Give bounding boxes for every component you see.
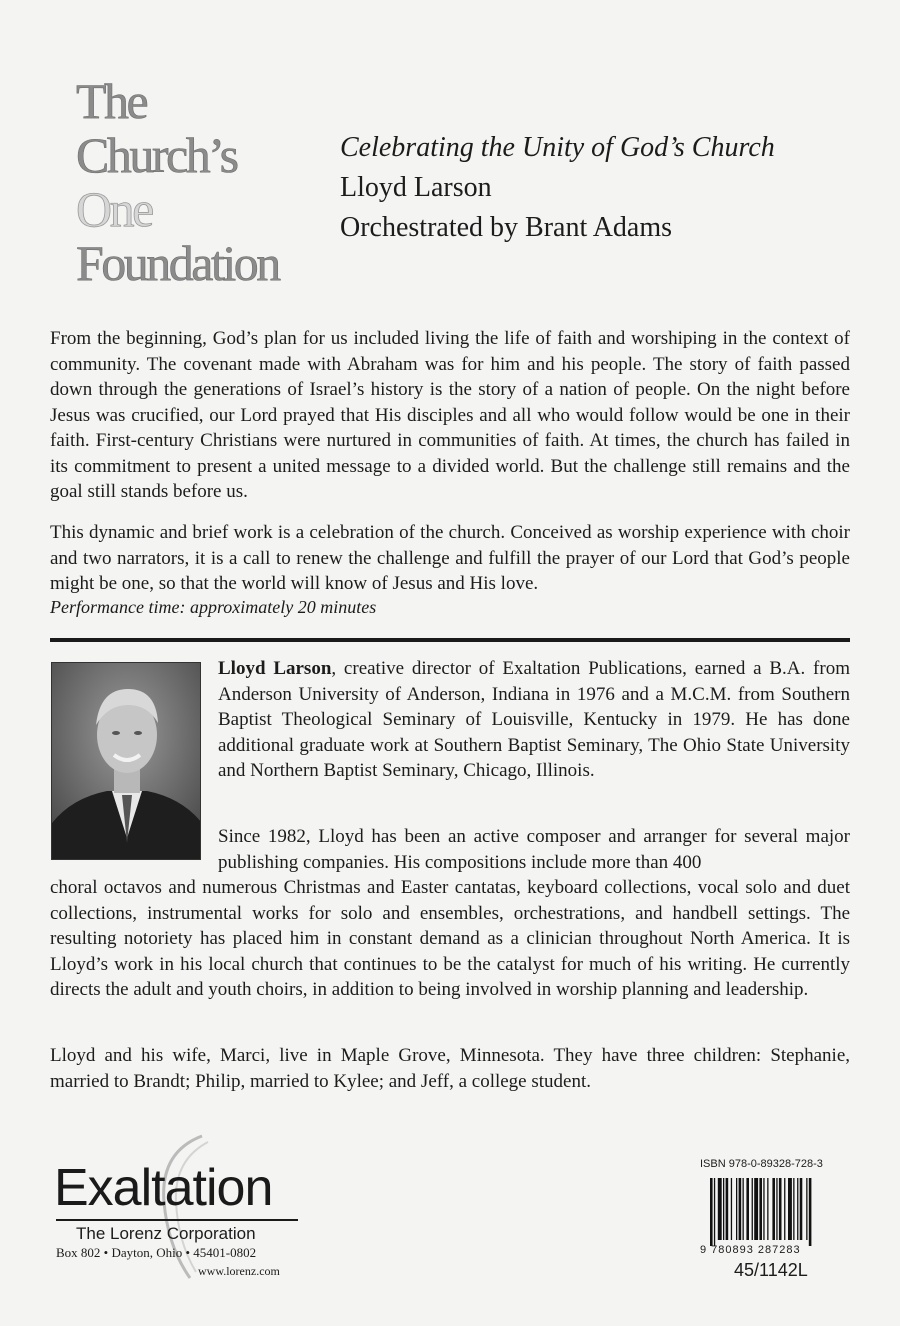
publisher-address: Box 802 • Dayton, Ohio • 45401-0802 (56, 1245, 257, 1260)
barcode-bar (779, 1178, 782, 1240)
bio-intro: , creative director of Exaltation Publications, earned a B.A. from Anderson University of Anderson, Indiana in 1976 and a M.C.M. from Southern Baptist Theological Seminary of Louisville, Kentucky in 1979. He has done additional graduate work at Southern Baptist Seminary, The Ohio State University and Northern Baptist Seminary, Chicago, Illinois. (218, 658, 850, 781)
barcode-bar (714, 1178, 715, 1246)
barcode-bar (739, 1178, 742, 1240)
section-divider (50, 638, 850, 642)
barcode-bar (718, 1178, 722, 1240)
barcode-bar (797, 1178, 798, 1240)
bio-paragraph-1 (218, 656, 850, 784)
barcode-bar (784, 1178, 785, 1240)
brand-underline (56, 1219, 298, 1221)
barcode-bar (776, 1178, 777, 1240)
barcode-bar (772, 1178, 775, 1240)
description-paragraph-2: This dynamic and brief work is a celebration of the church. Conceived as worship experience with choir and two narrators, it is a call to renew the challenge and fulfill the prayer of our Lord that God’s people might be one, so that the world will know of Jesus and His love. (50, 522, 850, 594)
isbn: ISBN 978-0-89328-728-3 (700, 1158, 823, 1170)
bio-paragraph-2b: choral octavos and numerous Christmas and Easter cantatas, keyboard collections, vocal solo and duet collections, instrumental works for solo and ensembles, orchestrations, and handbell settings. The resulting notoriety has placed him in constant demand as a clinician throughout North America. It is Lloyd’s work in his local church that continues to be the catalyst for much of his writing. He currently directs the adult and youth choirs, in addition to being involved in worship planning and leadership. (50, 877, 850, 1000)
title-line-3: One (76, 181, 152, 237)
publisher-logo (50, 1140, 310, 1290)
barcode-bar (788, 1178, 792, 1240)
orchestration-credit: Orchestrated by Brant Adams (340, 212, 673, 243)
barcode-bar (809, 1178, 812, 1246)
title-line-4: Foundation (76, 235, 279, 291)
barcode-bar (723, 1178, 724, 1240)
barcode-bar (746, 1178, 749, 1240)
title-line-1: The (76, 73, 147, 129)
barcode-bar (763, 1178, 764, 1240)
barcode-bar (800, 1178, 803, 1240)
title-block (76, 74, 316, 290)
bio-paragraph-2a: Since 1982, Lloyd has been an active composer and arranger for several major publishing companies. His compositions include more than 400 (218, 826, 850, 873)
publisher-brand: Exaltation (54, 1159, 273, 1217)
barcode-bar (710, 1178, 713, 1246)
barcode-bar (752, 1178, 753, 1240)
description-paragraph-1: From the beginning, God’s plan for us included living the life of faith and worshiping in the context of community. The covenant made with Abraham was for him and his people. The story of faith passed down through the generations of Israel’s history is the story of a nation of people. On the night before Jesus was crucified, our Lord prayed that His disciples and all who would follow would be one in their faith. First-century Christians were nurtured in communities of faith. At times, the church has failed in its commitment to present a united message to a divided world. But the challenge still remains and the goal still stands before us. (50, 328, 850, 502)
barcode-icon (710, 1178, 840, 1246)
subtitle-block (340, 128, 860, 248)
barcode-bar (759, 1178, 762, 1240)
barcode-bar (806, 1178, 807, 1240)
performance-time: Performance time: approximately 20 minutes (50, 597, 377, 617)
barcode-area (700, 1158, 850, 1298)
catalog-number: 45/1142L (734, 1260, 808, 1280)
bio-name: Lloyd Larson (218, 658, 332, 679)
barcode-bar (754, 1178, 758, 1240)
title-line-2: Church’s (76, 127, 237, 183)
barcode-bar (767, 1178, 768, 1240)
barcode-bar (731, 1178, 732, 1240)
barcode-number: 9 780893 287283 (700, 1244, 801, 1256)
publisher-website: www.lorenz.com (198, 1264, 280, 1278)
barcode-bar (793, 1178, 794, 1240)
bio-paragraph-3: Lloyd and his wife, Marci, live in Maple Grove, Minnesota. They have three children: Stephanie, married to Brandt; Philip, married to Kylee; and Jeff, a college student. (50, 1045, 850, 1092)
publisher-corporation: The Lorenz Corporation (76, 1224, 256, 1243)
author-name: Lloyd Larson (340, 172, 492, 203)
barcode-bar (736, 1178, 737, 1240)
author-photo (51, 662, 201, 860)
barcode-bar (726, 1178, 729, 1240)
barcode-bar (743, 1178, 744, 1240)
tagline: Celebrating the Unity of God’s Church (340, 132, 775, 163)
